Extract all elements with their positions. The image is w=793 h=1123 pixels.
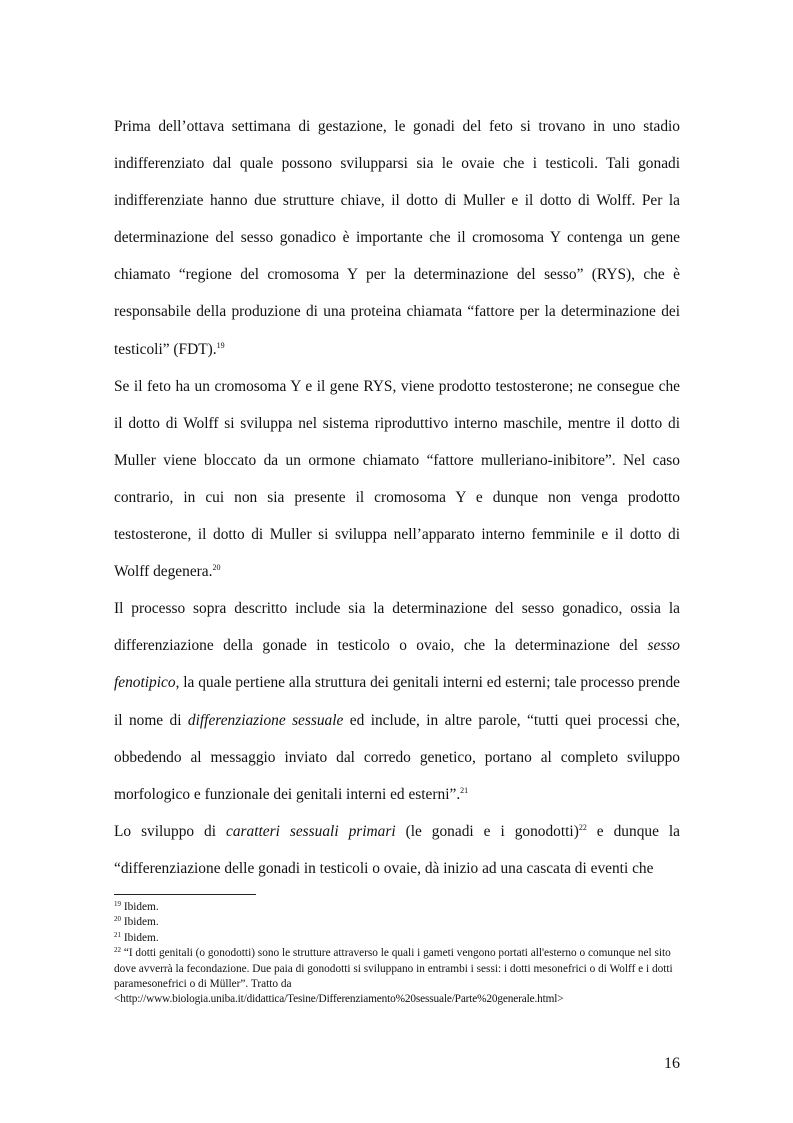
body-text [114, 108, 680, 887]
footnote-19: $^{19}$ Ibidem. [114, 900, 159, 913]
term-sesso-fenotipico: sesso fenotipico [114, 637, 680, 692]
term-caratteri-sessuali-primari: caratteri sessuali primari [226, 822, 396, 840]
term-differenziazione-sessuale: differenziazione sessuale [187, 711, 344, 729]
footnote-ref-22[interactable]: 22 [578, 822, 587, 832]
paragraph-sexual-differentiation: Il processo sopra descritto include sia la determinazione del sesso gonadico, ossia la differenziazione della gonade in testicolo o ovaio, che la determinazione del sesso fenotipico, la quale pertiene alla struttura dei genitali interni ed esterni; tale processo prende il nome di differenziazione sessuale ed include, in altre parole, “tutti quei processi che, obbedendo al messaggio inviato dal corredo genetico, portano al completo sviluppo morfologico e funzionale dei genitali interni ed esterni”.$^{21}$ [114, 600, 681, 803]
footnote-22: $^{22}$ “I dotti genitali (o gonodotti) sono le strutture attraverso le quali i gameti vengono portati all'esterno o comunque nel sito dove avverrà la fecondazione. Due paia di gonodotti si sviluppano in entrambi i sessi: i dotti mesonefrici o di Wolff e i dotti paramesonefrici o di Müller”. Tratto da <http://www.biologia.uniba.it/didattica/Tesine/Differenziamento%20sessuale/Parte%20generale.html> [114, 946, 673, 1006]
footnote-ref-20[interactable]: 20 [212, 563, 221, 573]
footnote-22-link[interactable]: <http://www.biologia.uniba.it/didattica/Tesine/Differenziamento%20sessuale/Parte%20generale.html> [114, 993, 564, 1006]
footnote-ref-21[interactable]: 21 [460, 785, 469, 795]
footnote-21: $^{21}$ Ibidem. [114, 930, 159, 944]
footnote-ref-19[interactable]: 19 [216, 340, 225, 350]
footnote-20: $^{20}$ Ibidem. [114, 915, 159, 929]
footnote-separator [114, 894, 256, 895]
paragraph-gonad-development: Prima dell’ottava settimana di gestazione, le gonadi del feto si trovano in uno stadio indifferenziato dal quale possono svilupparsi sia le ovaie che i testicoli. Tali gonadi indifferenziate hanno due strutture chiave, il dotto di Muller e il dotto di Wolff. Per la determinazione del sesso gonadico è importante che il cromosoma Y contenga un gene chiamato “regione del cromosoma Y per la determinazione del sesso” (RYS), che è responsabile della produzione di una proteina chiamata “fattore per la determinazione dei testicoli” (FDT).$^{19}$ [114, 118, 680, 358]
footnotes [114, 900, 682, 1008]
paragraph-testosterone: Se il feto ha un cromosoma Y e il gene RYS, viene prodotto testosterone; ne consegue che il dotto di Wolff si sviluppa nel sistema riproduttivo interno maschile, mentre il dotto di Muller viene bloccato da un ormone chiamato “fattore mulleriano-inibitore”. Nel caso contrario, in cui non sia presente il cromosoma Y e dunque non venga prodotto testosterone, il dotto di Muller si sviluppa nell’apparato interno femminile e il dotto di Wolff degenera.$^{20}$ [114, 377, 680, 581]
page-number: 16 [664, 1055, 680, 1072]
paragraph-primary-characters: Lo sviluppo di caratteri sessuali primari (le gonadi e i gonodotti)$^{22}$ e dunque la “differenziazione delle gonadi in testicoli o ovaie, dà inizio ad una cascata di eventi che [114, 822, 680, 877]
